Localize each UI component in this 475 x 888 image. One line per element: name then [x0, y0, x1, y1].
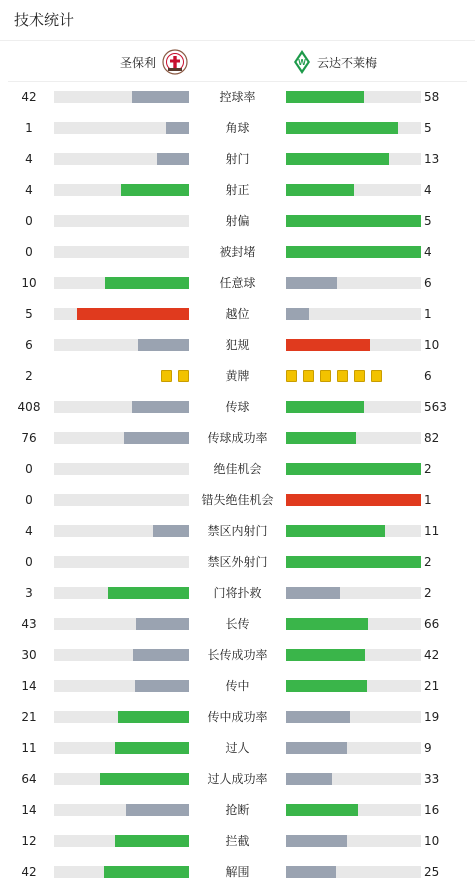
home-stat-bar: [54, 122, 189, 134]
away-stat-bar: [286, 277, 421, 289]
yellow-card-icon: [161, 370, 172, 382]
home-stat-bar: [54, 525, 189, 537]
home-stat-value: 0: [25, 555, 33, 569]
home-stat-value: 10: [21, 276, 37, 290]
away-stat-bar: [286, 432, 421, 444]
home-stat-bar-fill: [108, 587, 189, 599]
away-stat-bar-fill: [286, 649, 365, 661]
stat-row: [0, 304, 475, 324]
stat-row: [0, 521, 475, 541]
away-stat-bar: [286, 649, 421, 661]
away-stat-value: 2: [424, 555, 432, 569]
home-stat-bar-fill: [121, 184, 189, 196]
away-stat-value: 19: [424, 710, 440, 724]
away-stat-bar-fill: [286, 339, 370, 351]
home-stat-bar-fill: [124, 432, 189, 444]
home-stat-value: 43: [21, 617, 37, 631]
home-stat-bar-fill: [157, 153, 189, 165]
st-pauli-crest-icon: [162, 49, 188, 75]
page-title: 技术统计: [14, 11, 75, 29]
home-stat-value: 0: [25, 462, 33, 476]
away-stat-value: 5: [424, 214, 432, 228]
home-stat-bar: [54, 184, 189, 196]
yellow-card-icon: [337, 370, 348, 382]
home-stat-bar-fill: [104, 866, 189, 878]
home-stat-bar-fill: [136, 618, 189, 630]
away-stat-value: 4: [424, 183, 432, 197]
yellow-card-icon: [286, 370, 297, 382]
away-stat-bar-fill: [286, 866, 336, 878]
home-stat-bar-fill: [132, 91, 189, 103]
stat-label: 禁区内射门: [207, 524, 268, 538]
home-stat-bar-fill: [153, 525, 189, 537]
away-stat-value: 82: [424, 431, 440, 445]
home-stat-bar-fill: [115, 835, 189, 847]
away-stat-value: 4: [424, 245, 432, 259]
home-stat-bar-fill: [105, 277, 189, 289]
home-stat-value: 4: [25, 152, 33, 166]
home-stat-value: 14: [21, 803, 37, 817]
home-stat-value: 12: [21, 834, 37, 848]
stat-row: [0, 490, 475, 510]
away-stat-bar: [286, 401, 421, 413]
home-stat-value: 21: [21, 710, 37, 724]
stat-row: [0, 397, 475, 417]
home-stat-bar: [54, 494, 189, 506]
away-stat-bar: [286, 618, 421, 630]
home-stat-bar: [54, 277, 189, 289]
home-stat-value: 11: [21, 741, 37, 755]
away-stat-bar: [286, 804, 421, 816]
stat-row: [0, 366, 475, 386]
away-stat-value: 1: [424, 307, 432, 321]
teams-divider: [8, 81, 467, 82]
away-team-name: 云达不莱梅: [317, 55, 378, 70]
away-stat-value: 2: [424, 586, 432, 600]
away-stat-bar-fill: [286, 277, 337, 289]
away-stat-bar-fill: [286, 401, 364, 413]
stat-label: 任意球: [219, 276, 256, 290]
home-stat-bar: [54, 866, 189, 878]
yellow-card-icon: [371, 370, 382, 382]
away-stat-value: 563: [424, 400, 447, 414]
away-stat-bar: [286, 773, 421, 785]
home-stat-bar: [54, 463, 189, 475]
stat-label: 传中: [225, 679, 250, 693]
stat-row: [0, 707, 475, 727]
home-stat-value: 30: [21, 648, 37, 662]
away-stat-value: 58: [424, 90, 440, 104]
stat-row: [0, 180, 475, 200]
stat-row: [0, 862, 475, 882]
home-stat-value: 2: [25, 369, 33, 383]
stat-label: 传球成功率: [207, 431, 268, 445]
stat-label: 解围: [225, 865, 250, 879]
home-stat-bar: [54, 215, 189, 227]
away-stat-value: 9: [424, 741, 432, 755]
away-stat-value: 13: [424, 152, 440, 166]
stat-label: 抢断: [225, 803, 250, 817]
away-stat-bar: [286, 339, 421, 351]
away-stat-bar-fill: [286, 556, 421, 568]
stat-row: [0, 87, 475, 107]
away-stat-bar-fill: [286, 153, 389, 165]
stat-row: [0, 149, 475, 169]
away-team[interactable]: [293, 44, 377, 80]
home-stat-bar: [54, 153, 189, 165]
home-stat-bar: [54, 91, 189, 103]
stat-row: [0, 645, 475, 665]
stat-label: 过人: [225, 741, 250, 755]
home-stat-bar: [54, 680, 189, 692]
away-stat-bar: [286, 525, 421, 537]
stat-label: 长传成功率: [207, 648, 268, 662]
home-stat-bar: [54, 587, 189, 599]
away-stat-bar-fill: [286, 432, 356, 444]
stat-row: [0, 831, 475, 851]
home-stat-bar: [54, 649, 189, 661]
away-stat-bar-fill: [286, 463, 421, 475]
away-stat-bar: [286, 742, 421, 754]
away-stat-bar-fill: [286, 494, 421, 506]
away-stat-value: 6: [424, 276, 432, 290]
home-stat-bar: [54, 804, 189, 816]
away-stat-value: 42: [424, 648, 440, 662]
home-stat-bar: [54, 432, 189, 444]
away-stat-bar-fill: [286, 91, 364, 103]
away-stat-bar: [286, 463, 421, 475]
stat-row: [0, 769, 475, 789]
away-stat-bar: [286, 494, 421, 506]
home-stat-value: 14: [21, 679, 37, 693]
stat-label: 黄牌: [225, 369, 250, 383]
away-stat-bar-fill: [286, 804, 358, 816]
stat-label: 控球率: [219, 90, 256, 104]
away-stat-value: 21: [424, 679, 440, 693]
away-stat-value: 25: [424, 865, 440, 879]
home-stat-bar-fill: [100, 773, 189, 785]
stat-row: [0, 428, 475, 448]
away-stat-bar-fill: [286, 835, 347, 847]
away-yellow-cards: [286, 370, 382, 382]
home-stat-bar: [54, 711, 189, 723]
home-stat-value: 0: [25, 245, 33, 259]
away-stat-bar-fill: [286, 773, 332, 785]
home-stat-value: 64: [21, 772, 37, 786]
home-stat-value: 76: [21, 431, 37, 445]
stat-row: [0, 211, 475, 231]
yellow-card-icon: [303, 370, 314, 382]
away-stat-bar: [286, 91, 421, 103]
stat-row: [0, 459, 475, 479]
home-yellow-cards: [161, 370, 189, 382]
stat-row: [0, 583, 475, 603]
home-stat-bar-fill: [166, 122, 189, 134]
stat-label: 被封堵: [219, 245, 256, 259]
stat-label: 越位: [225, 307, 250, 321]
home-stat-bar: [54, 618, 189, 630]
away-stat-value: 33: [424, 772, 440, 786]
home-stat-bar-fill: [126, 804, 189, 816]
stat-row: [0, 118, 475, 138]
stat-label: 射偏: [225, 214, 250, 228]
away-stat-value: 66: [424, 617, 440, 631]
home-stat-bar-fill: [133, 649, 189, 661]
away-stat-bar: [286, 835, 421, 847]
home-stat-value: 42: [21, 865, 37, 879]
away-stat-bar: [286, 308, 421, 320]
stat-row: [0, 800, 475, 820]
away-stat-value: 2: [424, 462, 432, 476]
stat-label: 角球: [225, 121, 250, 135]
away-stat-value: 5: [424, 121, 432, 135]
werder-diamond-icon: [293, 49, 311, 75]
stat-label: 长传: [225, 617, 250, 631]
away-stat-bar: [286, 866, 421, 878]
away-stat-bar-fill: [286, 618, 368, 630]
stat-row: [0, 614, 475, 634]
svg-text:W: W: [298, 58, 306, 67]
stat-label: 拦截: [225, 834, 250, 848]
teams-header: [0, 44, 475, 80]
home-stat-bar-fill: [118, 711, 189, 723]
home-stat-bar-fill: [115, 742, 189, 754]
home-stat-bar: [54, 556, 189, 568]
home-team[interactable]: [120, 44, 188, 80]
yellow-card-icon: [178, 370, 189, 382]
home-stat-value: 0: [25, 493, 33, 507]
away-stat-bar-fill: [286, 246, 421, 258]
stat-row: [0, 242, 475, 262]
stat-label: 错失绝佳机会: [201, 493, 274, 507]
header-divider: [0, 40, 475, 41]
away-stat-bar-fill: [286, 711, 350, 723]
away-stat-bar-fill: [286, 184, 354, 196]
home-stat-bar-fill: [77, 308, 189, 320]
home-stat-bar: [54, 401, 189, 413]
home-stat-bar-fill: [132, 401, 189, 413]
home-stat-bar-fill: [138, 339, 189, 351]
away-stat-bar: [286, 122, 421, 134]
home-stat-value: 4: [25, 524, 33, 538]
stat-label: 传中成功率: [207, 710, 268, 724]
stat-label: 射门: [225, 152, 250, 166]
away-stat-value: 11: [424, 524, 440, 538]
stat-label: 射正: [225, 183, 250, 197]
away-stat-bar: [286, 184, 421, 196]
home-stat-bar: [54, 773, 189, 785]
away-stat-bar: [286, 556, 421, 568]
away-stat-bar-fill: [286, 525, 385, 537]
home-stat-bar: [54, 835, 189, 847]
away-stat-bar-fill: [286, 680, 367, 692]
away-stat-value: 10: [424, 338, 440, 352]
stat-row: [0, 552, 475, 572]
stat-row: [0, 335, 475, 355]
away-stat-bar-fill: [286, 308, 309, 320]
away-stat-bar-fill: [286, 215, 421, 227]
home-stat-bar: [54, 246, 189, 258]
away-stat-bar: [286, 153, 421, 165]
home-stat-value: 42: [21, 90, 37, 104]
away-stat-bar-fill: [286, 122, 398, 134]
home-stat-bar-fill: [135, 680, 189, 692]
away-stat-bar: [286, 711, 421, 723]
away-stat-value: 10: [424, 834, 440, 848]
away-stat-value: 16: [424, 803, 440, 817]
stat-row: [0, 273, 475, 293]
home-stat-value: 408: [17, 400, 41, 414]
home-stat-bar: [54, 742, 189, 754]
home-stat-bar: [54, 308, 189, 320]
away-stat-bar: [286, 246, 421, 258]
away-stat-bar: [286, 215, 421, 227]
stat-label: 传球: [225, 400, 250, 414]
stat-label: 门将扑救: [213, 586, 262, 600]
home-stat-value: 5: [25, 307, 33, 321]
yellow-card-icon: [320, 370, 331, 382]
home-stat-value: 6: [25, 338, 33, 352]
stat-label: 过人成功率: [207, 772, 268, 786]
home-team-name: 圣保利: [119, 55, 156, 70]
home-stat-value: 3: [25, 586, 33, 600]
away-stat-bar: [286, 680, 421, 692]
away-stat-bar-fill: [286, 587, 340, 599]
stat-label: 犯规: [225, 338, 250, 352]
home-stat-bar: [54, 339, 189, 351]
home-stat-value: 1: [25, 121, 33, 135]
away-stat-value: 1: [424, 493, 432, 507]
yellow-card-icon: [354, 370, 365, 382]
stat-row: [0, 676, 475, 696]
away-stat-value: 6: [424, 369, 432, 383]
home-stat-value: 0: [25, 214, 33, 228]
away-stat-bar-fill: [286, 742, 347, 754]
stat-label: 绝佳机会: [213, 462, 262, 476]
away-stat-bar: [286, 587, 421, 599]
stat-label: 禁区外射门: [207, 555, 268, 569]
home-stat-value: 4: [25, 183, 33, 197]
stat-row: [0, 738, 475, 758]
